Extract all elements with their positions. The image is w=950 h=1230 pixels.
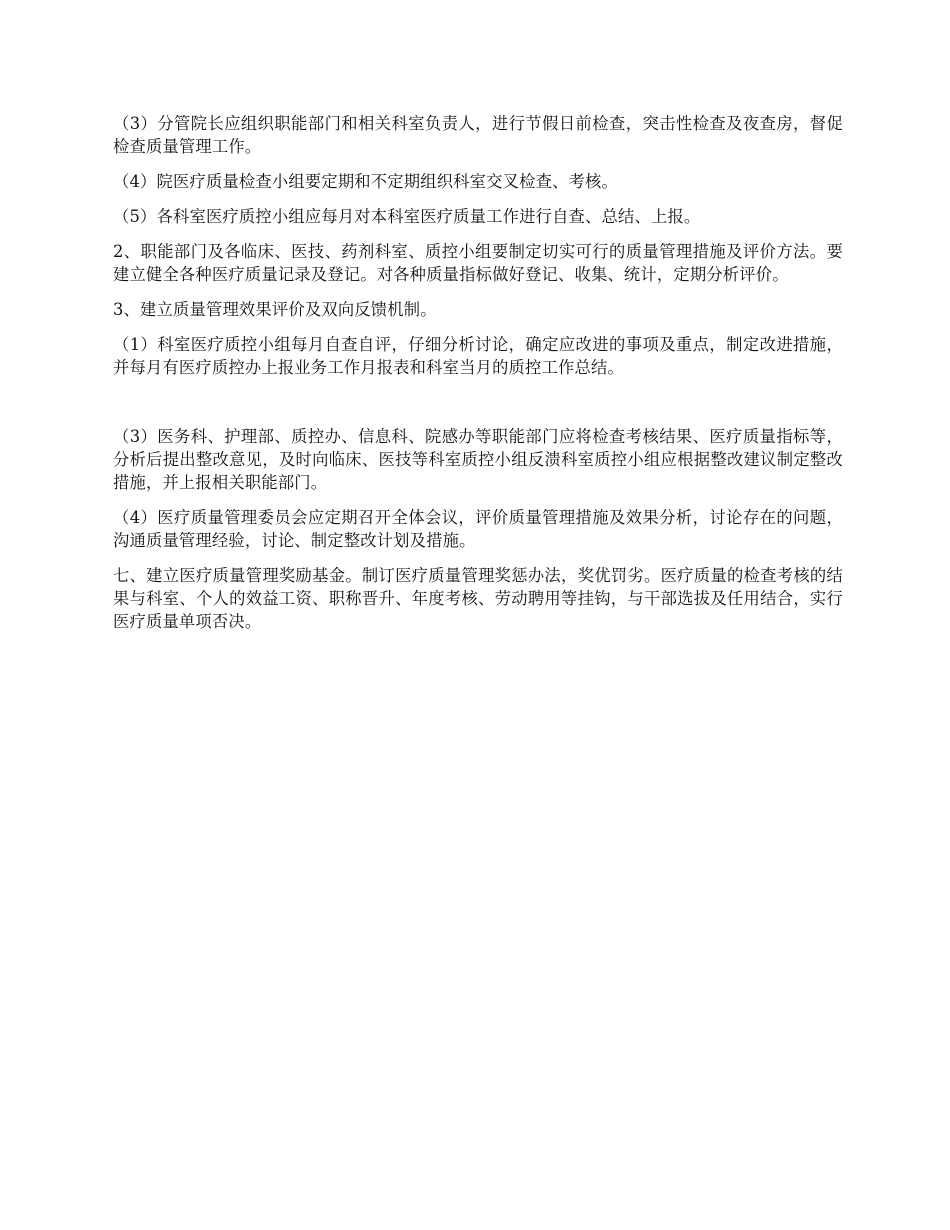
paragraph-4-quality-committee: （4）医疗质量管理委员会应定期召开全体会议，评价质量管理措施及效果分析，讨论存在的问题，沟通质量管理经验，讨论、制定整改计划及措施。: [113, 508, 843, 550]
paragraph-1-monthly-self-assessment: （1）科室医疗质控小组每月自查自评，仔细分析讨论，确定应改进的事项及重点，制定改进措施，并每月有医疗质控办上报业务工作月报表和科室当月的质控工作总结。: [113, 335, 843, 377]
paragraph-5-department-self-check: （5）各科室医疗质控小组应每月对本科室医疗质量工作进行自查、总结、上报。: [113, 207, 701, 226]
document-body: [113, 112, 843, 645]
paragraph-3-functional-departments: （3）医务科、护理部、质控办、信息科、院感办等职能部门应将检查考核结果、医疗质量指标等，分析后提出整改意见，及时向临床、医技等科室质控小组反溃科室质控小组应根据整改建议制定整改措施，并上报相关职能部门。: [113, 427, 843, 492]
paragraph-3-vice-president-inspection: （3）分管院长应组织职能部门和相关科室负责人，进行节假日前检查，突击性检查及夜查房，督促检查质量管理工作。: [113, 114, 843, 156]
paragraph-3-feedback-mechanism: 3、建立质量管理效果评价及双向反馈机制。: [113, 300, 437, 319]
blank-gap: [113, 391, 843, 425]
paragraph-7-reward-fund: 七、建立医疗质量管理奖励基金。制订医疗质量管理奖惩办法，奖优罚劣。医疗质量的检查考核的结果与科室、个人的效益工资、职称晋升、年度考核、劳动聘用等挂钩，与干部选拔及任用结合，实行医疗质量单项否决。: [113, 566, 843, 631]
paragraph-4-inspection-team: （4）院医疗质量检查小组要定期和不定期组织科室交叉检查、考核。: [113, 172, 618, 191]
paragraph-2-quality-measures: 2、职能部门及各临床、医技、药剂科室、质控小组要制定切实可行的质量管理措施及评价方法。要建立健全各种医疗质量记录及登记。对各种质量指标做好登记、收集、统计，定期分析评价。: [113, 242, 843, 284]
